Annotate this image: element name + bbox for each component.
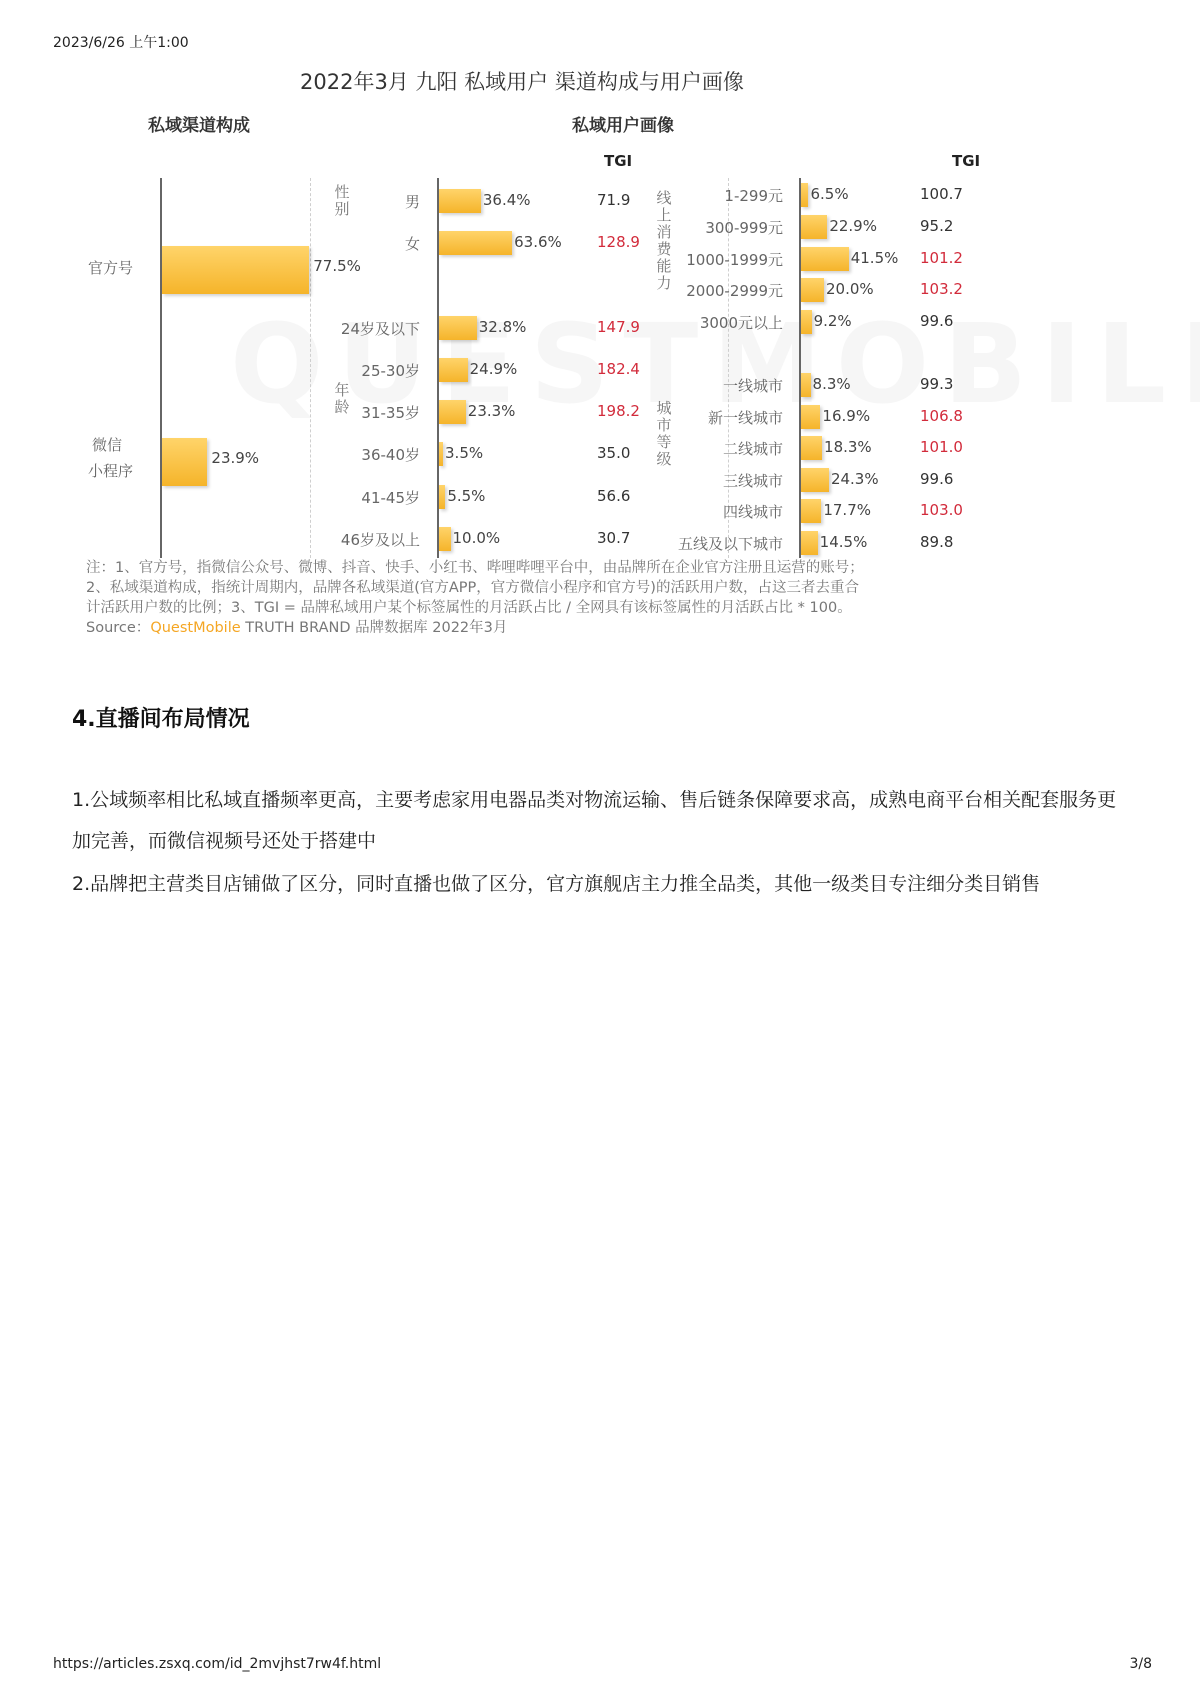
profile-value-label: 16.9% bbox=[822, 407, 871, 425]
right-panel-title: 私域用户画像 bbox=[572, 116, 674, 136]
footer-url: https://articles.zsxq.com/id_2mvjhst7rw4f.html bbox=[53, 1656, 382, 1672]
profile-bar bbox=[439, 485, 445, 509]
channel-label: 官方号 bbox=[88, 259, 134, 277]
paragraph-2: 2.品牌把主营类目店铺做了区分，同时直播也做了区分，官方旗舰店主力推全品类，其他一级类目专注细分类目销售 bbox=[72, 873, 1041, 895]
profile-bar bbox=[439, 527, 451, 551]
profile-value-label: 9.2% bbox=[813, 312, 852, 330]
profile-label: 2000-2999元 bbox=[686, 282, 783, 300]
profile-value-label: 36.4% bbox=[482, 191, 531, 209]
profile-label: 1000-1999元 bbox=[686, 251, 783, 269]
profile-label: 五线及以下城市 bbox=[677, 535, 783, 553]
profile-bar bbox=[801, 499, 821, 523]
chart-source bbox=[86, 618, 507, 638]
source-brand: QuestMobile bbox=[150, 620, 241, 636]
profile-label: 25-30岁 bbox=[361, 362, 420, 380]
profile-label: 二线城市 bbox=[722, 440, 783, 458]
tgi-value: 182.4 bbox=[597, 360, 640, 378]
profile-bar bbox=[801, 310, 812, 334]
channel-value-label: 77.5% bbox=[313, 257, 361, 275]
group-label-age: 年 龄 bbox=[334, 381, 350, 416]
tgi-value: 99.3 bbox=[920, 375, 954, 393]
group-label-consumption: 线 上 消 费 能 力 bbox=[656, 189, 672, 292]
profile-bar bbox=[439, 316, 477, 340]
channel-value-label: 23.9% bbox=[211, 449, 260, 467]
profile-label: 三线城市 bbox=[722, 472, 783, 490]
tgi-value: 95.2 bbox=[920, 217, 954, 235]
channel-label: 微信 bbox=[92, 436, 123, 454]
paragraph-1: 1.公域频率相比私域直播频率更高，主要考虑家用电器品类对物流运输、售后链条保障要求高，成熟电商平台相关配套服务更加完善，而微信视频号还处于搭建中 bbox=[72, 789, 1117, 852]
tgi-value: 30.7 bbox=[597, 529, 631, 547]
left-panel-axis bbox=[160, 178, 162, 558]
profile-value-label: 17.7% bbox=[823, 501, 871, 519]
profile-value-label: 20.0% bbox=[826, 280, 874, 298]
tgi-header-left: TGI bbox=[604, 152, 633, 170]
tgi-value: 56.6 bbox=[597, 487, 631, 505]
profile-value-label: 23.3% bbox=[467, 402, 516, 420]
profile-value-label: 32.8% bbox=[478, 318, 527, 336]
channel-bar bbox=[162, 438, 207, 486]
profile-bar bbox=[801, 468, 829, 492]
profile-bar bbox=[801, 436, 822, 460]
tgi-value: 103.0 bbox=[920, 501, 963, 519]
profile-bar bbox=[801, 373, 811, 397]
profile-label: 1-299元 bbox=[724, 187, 783, 205]
print-timestamp: 2023/6/26 上午1:00 bbox=[53, 35, 189, 51]
tgi-value: 100.7 bbox=[920, 185, 963, 203]
profile-value-label: 6.5% bbox=[810, 185, 849, 203]
tgi-value: 147.9 bbox=[597, 318, 640, 336]
profile-label: 36-40岁 bbox=[361, 446, 420, 464]
profile-value-label: 24.9% bbox=[469, 360, 518, 378]
tgi-value: 103.2 bbox=[920, 280, 963, 298]
profile-label: 24岁及以下 bbox=[340, 320, 420, 338]
profile-value-label: 8.3% bbox=[812, 375, 851, 393]
tgi-value: 101.0 bbox=[920, 438, 963, 456]
profile-label: 31-35岁 bbox=[361, 404, 420, 422]
profile-bar bbox=[801, 405, 820, 429]
tgi-value: 198.2 bbox=[597, 402, 640, 420]
profile-label: 新一线城市 bbox=[707, 409, 783, 427]
profile-bar bbox=[801, 183, 808, 207]
profile-label: 3000元以上 bbox=[699, 314, 783, 332]
group-label-city-tier: 城 市 等 级 bbox=[656, 399, 672, 468]
profile-bar bbox=[439, 358, 468, 382]
left-panel-title: 私域渠道构成 bbox=[148, 116, 250, 136]
tgi-value: 35.0 bbox=[597, 444, 631, 462]
tgi-value: 101.2 bbox=[920, 249, 963, 267]
chart-note-3: 计活跃用户数的比例；3、TGI = 品牌私域用户某个标签属性的月活跃占比 / 全网具有该标签属性的月活跃占比 * 100。 bbox=[86, 600, 852, 616]
section-heading: 4.直播间布局情况 bbox=[72, 707, 250, 732]
profile-bar bbox=[439, 189, 481, 213]
profile-value-label: 5.5% bbox=[447, 487, 486, 505]
source-prefix: Source： bbox=[86, 620, 151, 636]
profile-label: 300-999元 bbox=[705, 219, 783, 237]
profile-label: 46岁及以上 bbox=[340, 531, 420, 549]
profile-bar bbox=[801, 215, 827, 239]
tgi-value: 89.8 bbox=[920, 533, 954, 551]
profile-bar bbox=[439, 400, 466, 424]
tgi-header-right: TGI bbox=[952, 152, 981, 170]
profile-value-label: 41.5% bbox=[850, 249, 899, 267]
tgi-value: 71.9 bbox=[597, 191, 631, 209]
group-label-gender: 性 别 bbox=[334, 183, 350, 218]
profile-label: 男 bbox=[404, 193, 420, 211]
profile-label: 一线城市 bbox=[722, 377, 783, 395]
chart-title: 2022年3月 九阳 私域用户 渠道构成与用户画像 bbox=[300, 70, 744, 94]
profile-value-label: 24.3% bbox=[830, 470, 879, 488]
profile-bar bbox=[801, 247, 849, 271]
footer-page-number: 3/8 bbox=[1129, 1656, 1152, 1672]
tgi-value: 128.9 bbox=[597, 233, 640, 251]
tgi-value: 106.8 bbox=[920, 407, 963, 425]
source-suffix: TRUTH BRAND 品牌数据库 2022年3月 bbox=[240, 620, 508, 636]
profile-label: 41-45岁 bbox=[361, 489, 420, 507]
profile-label: 四线城市 bbox=[722, 503, 783, 521]
infographic-figure bbox=[80, 60, 1080, 690]
channel-label: 小程序 bbox=[88, 462, 134, 480]
chart-note-1: 注：1、官方号，指微信公众号、微博、抖音、快手、小红书、哔哩哔哩平台中，由品牌所在企业官方注册且运营的账号； bbox=[86, 560, 864, 576]
profile-value-label: 63.6% bbox=[514, 233, 562, 251]
profile-value-label: 10.0% bbox=[452, 529, 501, 547]
profile-bar bbox=[439, 231, 512, 255]
profile-value-label: 22.9% bbox=[829, 217, 877, 235]
profile-bar bbox=[801, 278, 824, 302]
separator-line bbox=[310, 178, 311, 558]
tgi-value: 99.6 bbox=[920, 312, 954, 330]
channel-bar bbox=[162, 246, 309, 294]
profile-value-label: 18.3% bbox=[824, 438, 872, 456]
chart-note-2: 2、私域渠道构成，指统计周期内，品牌各私域渠道(官方APP，官方微信小程序和官方号)的活跃用户数，占这三者去重合 bbox=[86, 580, 859, 596]
profile-value-label: 3.5% bbox=[445, 444, 484, 462]
profile-bar bbox=[439, 442, 443, 466]
tgi-value: 99.6 bbox=[920, 470, 954, 488]
profile-bar bbox=[801, 531, 818, 555]
profile-value-label: 14.5% bbox=[819, 533, 868, 551]
profile-label: 女 bbox=[404, 235, 420, 253]
